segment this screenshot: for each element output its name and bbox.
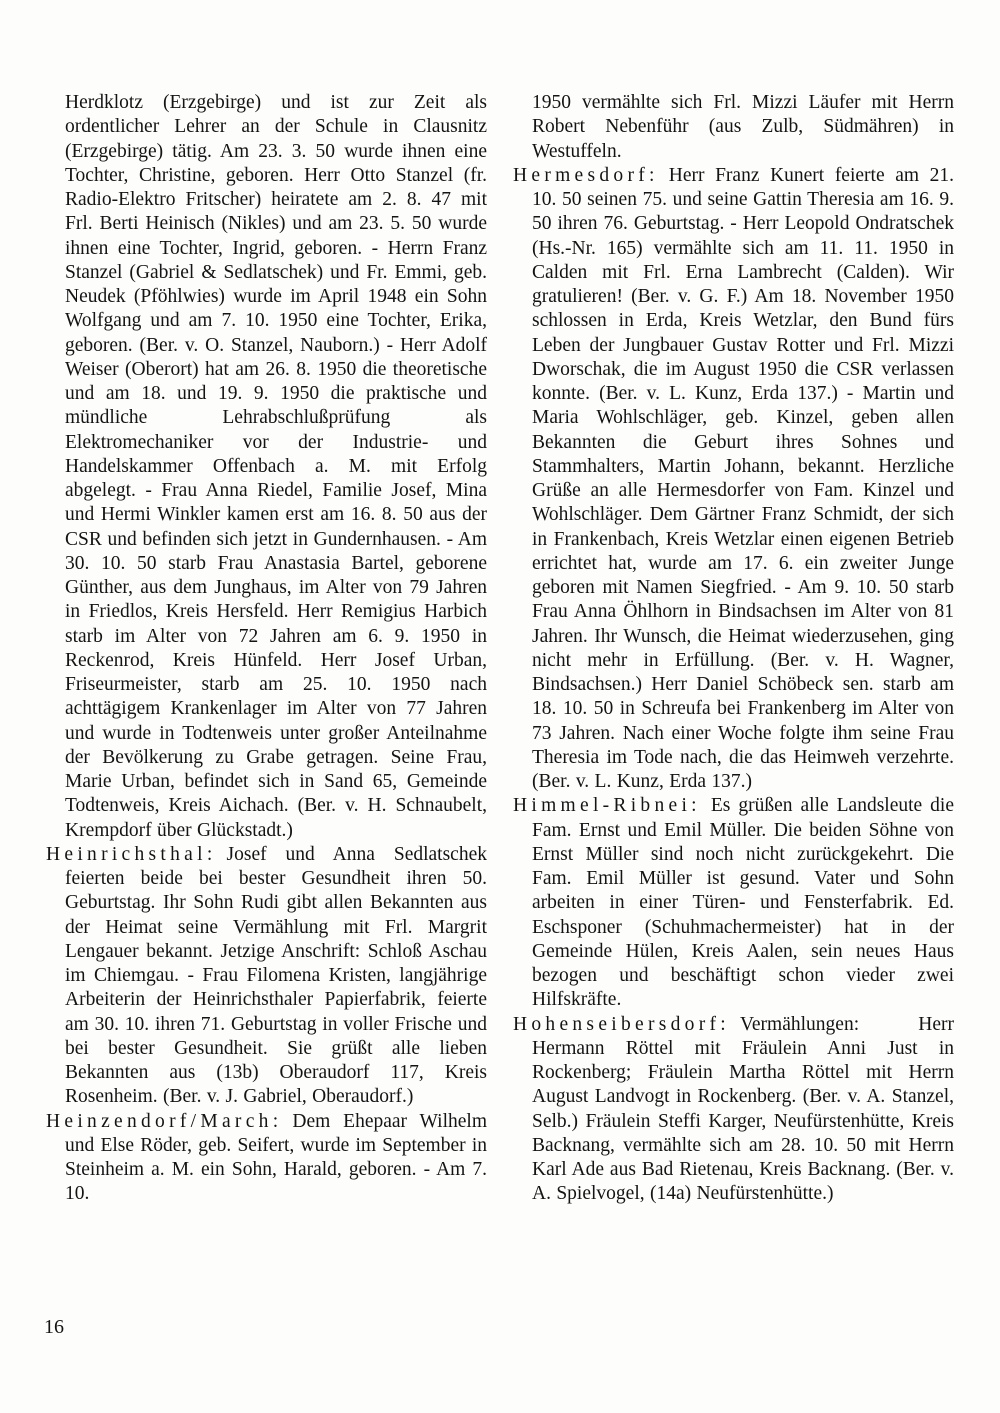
entry-heading: Hohenseibersdorf: — [513, 1013, 730, 1035]
entry-himmel-ribnei — [513, 794, 954, 1012]
entry-heading: Hermesdorf: — [513, 164, 659, 186]
entry-heading: Heinrichsthal: — [46, 843, 217, 865]
left-column — [46, 91, 487, 1207]
entry-hermesdorf — [513, 164, 954, 795]
entry-heinzendorf-march — [46, 1110, 487, 1207]
entry-heinrichsthal — [46, 843, 487, 1110]
entry-hohenseibersdorf — [513, 1013, 954, 1207]
entry-heading: Himmel-Ribnei: — [513, 795, 701, 817]
paragraph-continuation: Herdklotz (Erzgebirge) und ist zur Zeit als ordentlicher Lehrer an der Schule in Clausnitz (Erzgebirge) tätig. Am 23. 3. 50 wurde ihnen eine Tochter, Christine, geboren. Herr Otto Stanzel (fr. Radio-Elektro Fritscher) heiratete am 2. 8. 47 mit Frl. Berti Heinisch (Nikles) und am 23. 5. 50 wurde ihnen eine Tochter, Ingrid, geboren. - Herrn Franz Stanzel (Gabriel & Sedlatschek) und Fr. Emmi, geb. Neudek (Pföhlwies) wurde im April 1948 ein Sohn Wolfgang und am 7. 10. 1950 eine Tochter, Erika, geboren. (Ber. v. O. Stanzel, Nauborn.) - Herr Adolf Weiser (Oberort) hat am 26. 8. 1950 die theoretische und am 18. und 19. 9. 1950 die praktische und mündliche Lehrabschlußprüfung als Elektromechaniker vor der Industrie- und Handelskammer Offenbach a. M. mit Erfolg abgelegt. - Frau Anna Riedel, Familie Josef, Mina und Hermi Winkler kamen erst am 16. 8. 50 aus der CSR und befinden sich jetzt in Gundernhausen. - Am 30. 10. 50 starb Frau Anastasia Bartel, geborene Günther, aus dem Junghaus, im Alter von 79 Jahren in Friedlos, Kreis Hersfeld. Herr Remigius Harbich starb im Alter von 72 Jahren am 6. 9. 1950 in Reckenrod, Kreis Hünfeld. Herr Josef Urban, Friseurmeister, starb am 25. 10. 1950 nach achttägigem Krankenlager im Alter von 77 Jahren und wurde in Todtenweis unter großer Anteilnahme der Bevölkerung zu Grabe getragen. Seine Frau, Marie Urban, befindet sich in Sand 65, Gemeinde Todtenweis, Kreis Aichach. (Ber. v. H. Schnaubelt, Krempdorf über Glückstadt.) — [65, 92, 487, 841]
entry-text: Josef und Anna Sedlatschek feierten beide bei bester Gesundheit ihren 50. Geburtstag. Ihr Sohn Rudi gibt allen Bekannten aus der Heimat seine Vermählung mit Frl. Margrit Lengauer bekannt. Jetzige Anschrift: Schloß Aschau im Chiemgau. - Frau Filomena Kristen, langjährige Arbeiterin der Heinrichsthaler Papierfabrik, feierte am 30. 10. ihren 71. Geburtstag in voller Frische und bei bester Gesundheit. Sie grüßt alle lieben Bekannten aus (13b) Oberaudorf 117, Kreis Rosenheim. (Ber. v. J. Gabriel, Oberaudorf.) — [65, 843, 487, 1108]
paragraph-continuation: 1950 vermählte sich Frl. Mizzi Läufer mit Herrn Robert Nebenführ (aus Zulb, Südmähren) in Westuffeln. — [532, 92, 954, 162]
entry-text: Dem Ehepaar Wilhelm und Else Röder, geb. Seifert, wurde im September in Steinheim a. M. ein Sohn, Harald, geboren. - Am 7. 10. — [65, 1110, 487, 1205]
entry-text: Herr Franz Kunert feierte am 21. 10. 50 seinen 75. und seine Gattin Theresia am 16. 9. 50 ihren 76. Geburtstag. - Herr Leopold Ondratschek (Hs.-Nr. 165) vermählte sich am 11. 11. 1950 in Calden mit Frl. Erna Lambrecht (Calden). Wir gratulieren! (Ber. v. G. F.) Am 18. November 1950 schlossen in Erda, Kreis Wetzlar, den Bund fürs Leben der Jungbauer Gustav Rotter und Frl. Mizzi Dworschak, die im August 1950 die CSR verlassen konnte. (Ber. v. L. Kunz, Erda 137.) - Martin und Maria Wohlschläger, geb. Kinzel, geben allen Bekannten die Geburt ihres Sohnes und Stammhalters, Martin Johann, bekannt. Herzliche Grüße an alle Hermesdorfer von Fam. Kinzel und Wohlschläger. Dem Gärtner Franz Schmidt, der sich in Frankenbach, Kreis Wetzlar einen eigenen Betrieb errichtet hat, wurde am 17. 6. ein zweiter Junge geboren mit Namen Siegfried. - Am 9. 10. 50 starb Frau Anna Öhlhorn in Bindsachsen im Alter von 81 Jahren. Ihr Wunsch, die Heimat wiederzusehen, ging nicht mehr in Erfüllung. (Ber. v. H. Wagner, Bindsachsen.) Herr Daniel Schöbeck sen. starb am 18. 10. 50 in Schreufa bei Frankenberg im Alter von 73 Jahren. Nach einer Woche folgte ihm seine Frau Theresia im Tode nach, die das Heimweh verzehrte. (Ber. v. L. Kunz, Erda 137.) — [532, 164, 954, 792]
entry-heading: Heinzendorf/March: — [46, 1110, 283, 1132]
entry-text: Vermählungen: Herr Hermann Röttel mit Fräulein Anni Just in Rockenberg; Fräulein Martha Röttel mit Herrn August Landvogt in Rockenberg. (Ber. v. A. Stanzel, Selb.) Fräulein Steffi Karger, Neufürstenhütte, Kreis Backnang, vermählte sich am 28. 10. 50 mit Herrn Karl Ade aus Bad Rietenau, Kreis Backnang. (Ber. v. A. Spielvogel, (14a) Neufürstenhütte.) — [532, 1013, 954, 1205]
right-column — [513, 91, 954, 1207]
entry-text: Es grüßen alle Landsleute die Fam. Ernst und Emil Müller. Die beiden Söhne von Ernst Müller sind noch nicht zurückgekehrt. Die Fam. Emil Müller ist gesund. Vater und Sohn arbeiten in einer Türen- und Fensterfabrik. Ed. Eschsponer (Schuhmachermeister) hat in der Gemeinde Hülen, Kreis Aalen, sein neues Haus bezogen und beschäftigt schon vieder zwei Hilfskräfte. — [532, 795, 954, 1011]
page-number: 16 — [44, 1316, 64, 1338]
